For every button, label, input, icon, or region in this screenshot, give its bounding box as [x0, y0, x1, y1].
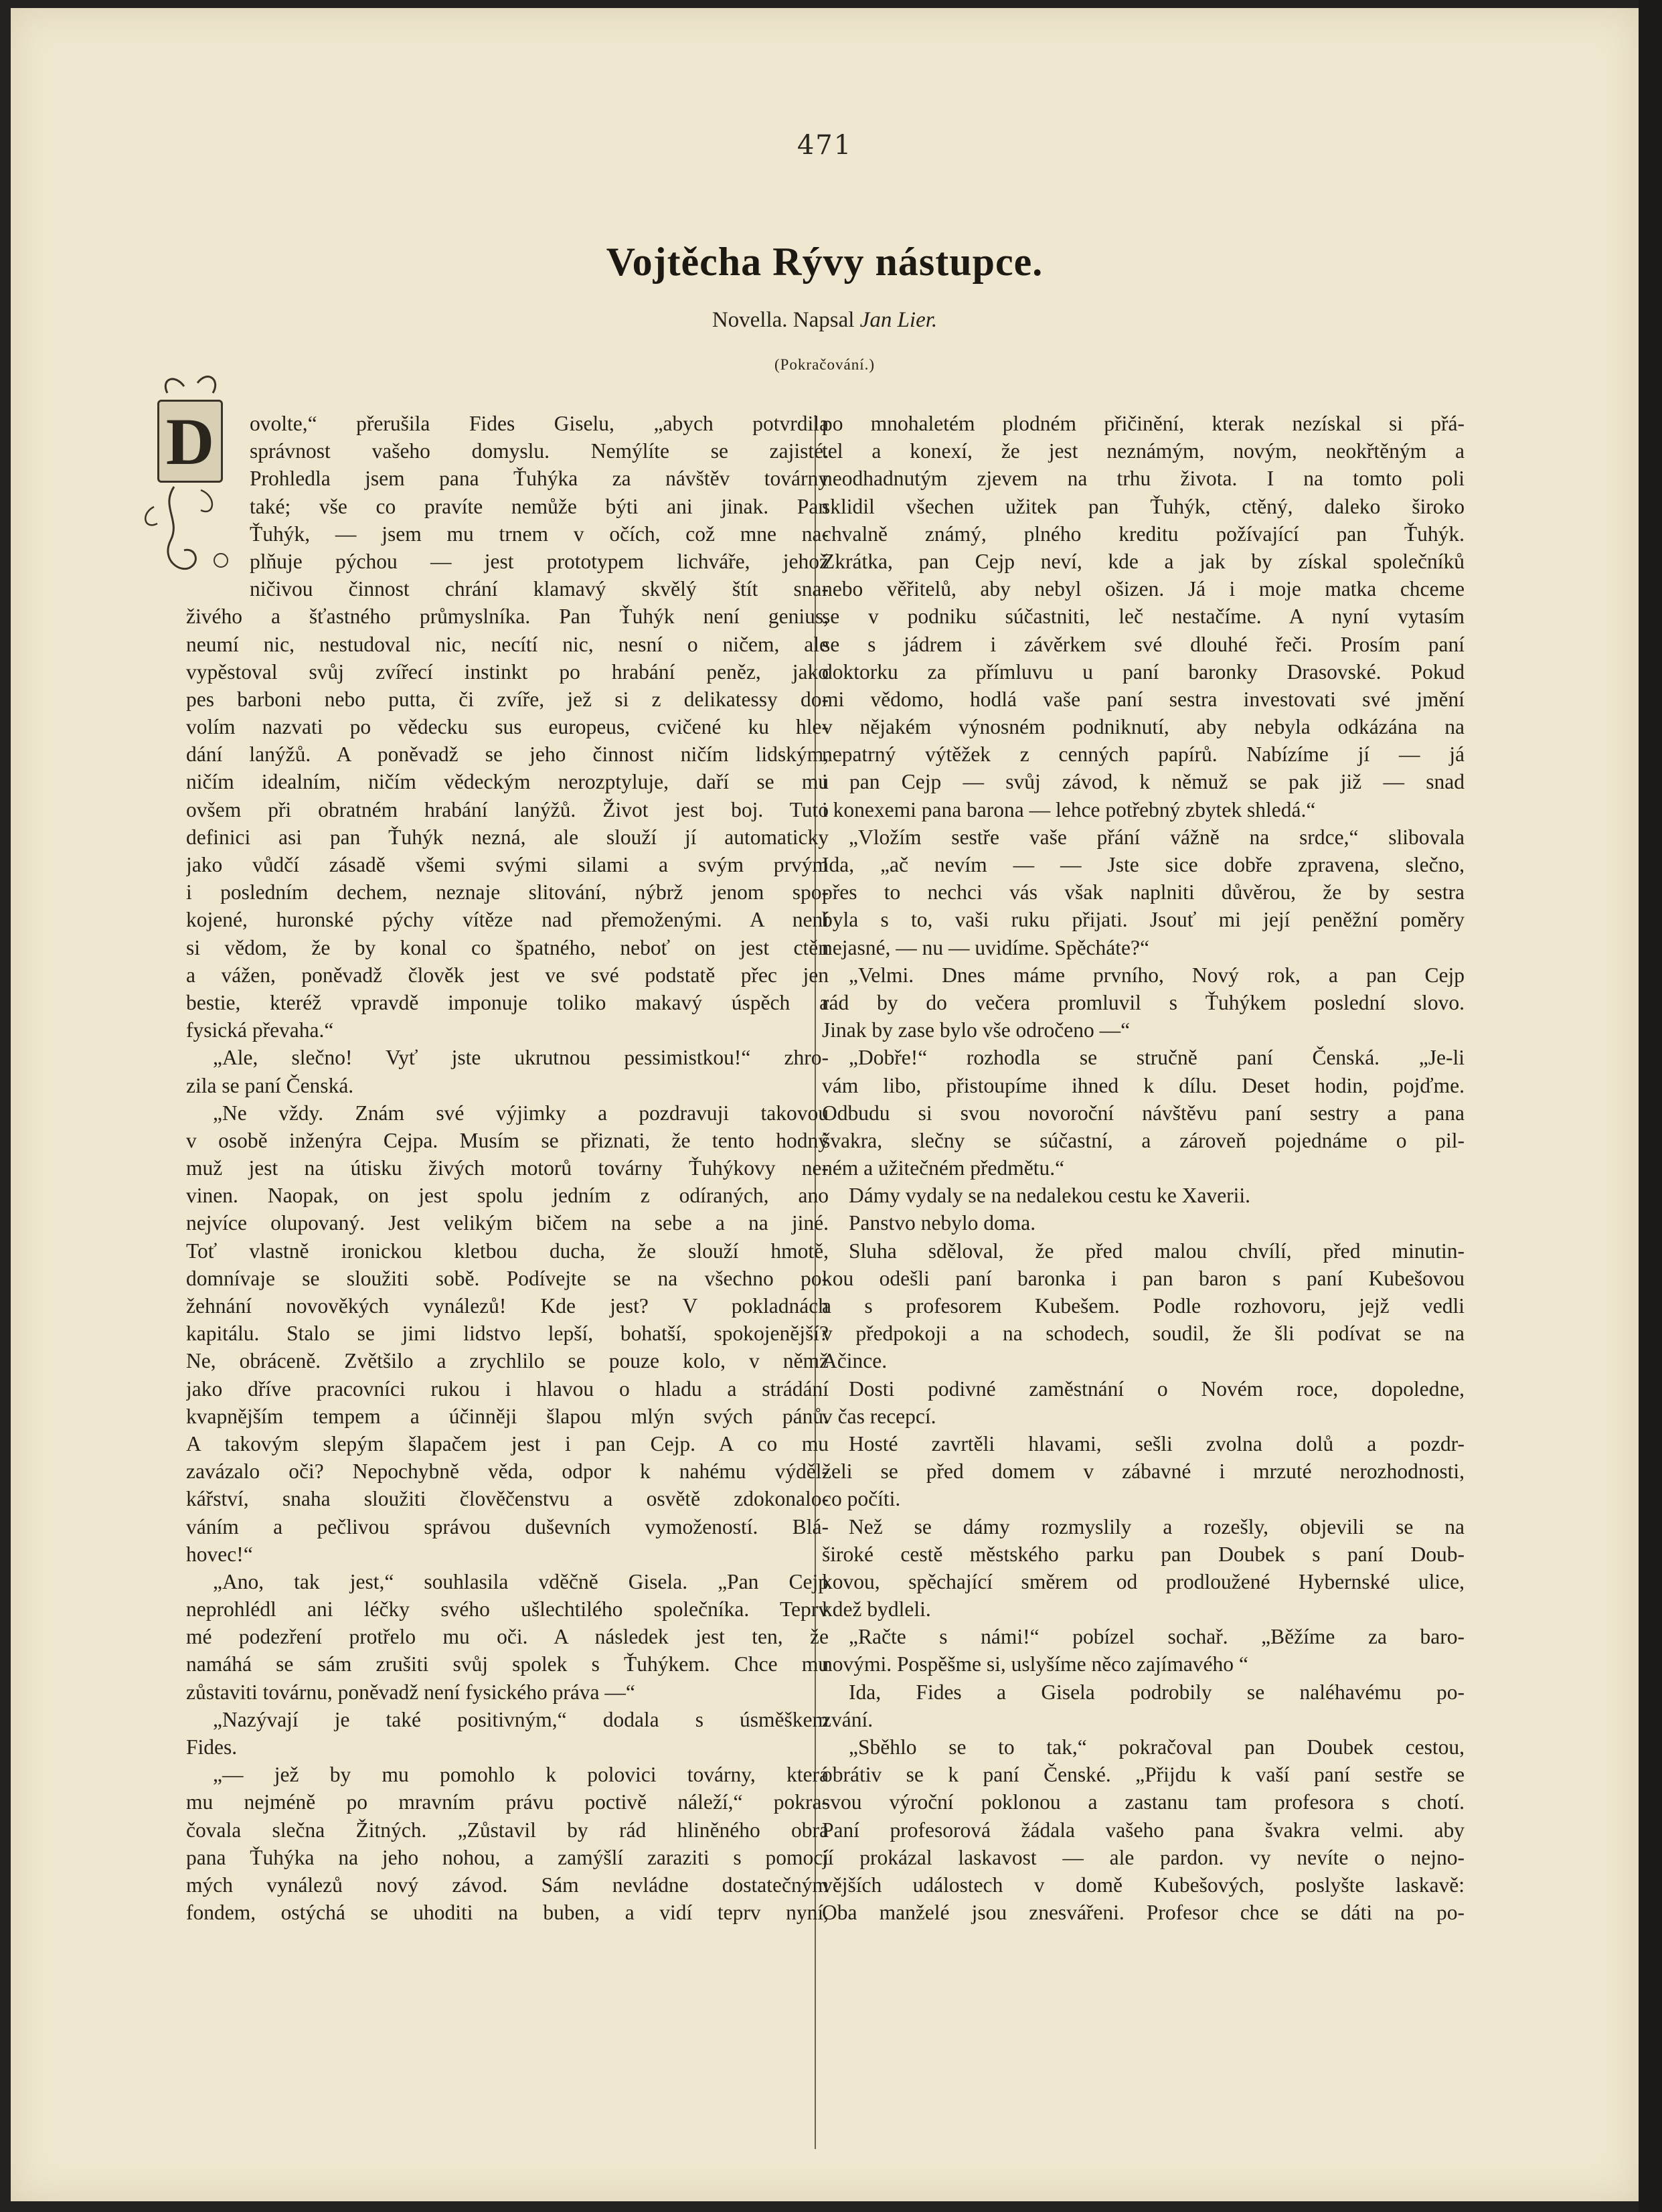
text-line: Fides.: [186, 1735, 238, 1759]
text-line: vypěstoval svůj zvířecí instinkt po hrabání peněz, jako: [186, 659, 829, 684]
text-line: vějších událostech v domě Kubešových, poslyšte laskavě:: [822, 1873, 1465, 1897]
text-line: ném a užitečném předmětu.“: [822, 1156, 1065, 1180]
text-line: mých vynálezů nový závod. Sám nevládne dostatečným: [186, 1873, 829, 1897]
text-line: hovec!“: [186, 1542, 253, 1566]
text-line: široké cestě městského parku pan Doubek s paní Doub-: [822, 1542, 1465, 1566]
text-line: zvání.: [822, 1707, 874, 1731]
text-line: Panstvo nebylo doma.: [849, 1211, 1036, 1235]
text-line: plňuje pýchou — jest prototypem lichváře, jehož: [250, 549, 829, 573]
text-line: a s profesorem Kubešem. Podle rozhovoru, jejž vedli: [822, 1294, 1465, 1318]
text-line: švakra, slečny se súčastní, a zároveň pojednáme o pil-: [822, 1128, 1465, 1152]
text-line: Odbudu si svou novoroční návštěvu paní sestry a pana: [822, 1101, 1465, 1125]
text-line: „Ale, slečno! Vyť jste ukrutnou pessimistkou!“ zhro-: [213, 1046, 829, 1070]
text-line: „Sběhlo se to tak,“ pokračoval pan Doubek cestou,: [849, 1735, 1465, 1759]
text-line: v předpokoji a na schodech, soudil, že šli podívat se na: [822, 1322, 1465, 1346]
text-line: se s jádrem i závěrkem své dlouhé řeči. Prosím paní: [822, 632, 1465, 656]
page-edge-shadow: [1639, 0, 1662, 2212]
text-line: i konexemi pana barona — lehce potřebný zbytek shledá.“: [822, 797, 1316, 821]
text-line: mi vědomo, hodlá vaše paní sestra investovati své jmění: [822, 687, 1465, 711]
text-line: kapitálu. Stalo se jimi lidstvo lepší, bohatší, spokojenější?: [186, 1322, 829, 1346]
page-number: 471: [797, 130, 853, 161]
text-line: kářství, snaha sloužiti člověčenstvu a osvětě zdokonalo-: [186, 1487, 829, 1511]
text-line: Toť vlastně ironickou kletbou ducha, že slouží hmotě,: [186, 1239, 829, 1263]
text-line: kojené, huronské pýchy vítěze nad přemoženými. A není: [186, 908, 829, 932]
text-line: Ťuhýk, — jsem mu trnem v očích, což mne na-: [250, 522, 829, 546]
text-line: fysická převaha.“: [186, 1018, 334, 1042]
text-line: nebo věřitelů, aby nebyl ošizen. Já i moje matka chceme: [822, 577, 1465, 601]
text-line: se v podniku súčastniti, leč nestačíme. A nyní vytasím: [822, 605, 1465, 629]
text-line: Paní profesorová žádala vašeho pana švakra velmi. aby: [822, 1818, 1465, 1842]
text-line: Ida, Fides a Gisela podrobily se naléhavému po-: [849, 1680, 1465, 1704]
text-line: muž jest na útisku živých motorů továrny Ťuhýkovy ne-: [186, 1156, 829, 1180]
text-line: zila se paní Čenská.: [186, 1073, 354, 1097]
text-line: mé podezření protřelo mu oči. A následek jest ten, že: [186, 1625, 829, 1649]
right-column: [822, 410, 1465, 1926]
article-byline: [11, 308, 1639, 333]
text-line: v osobě inženýra Cejpa. Musím se přiznati, že tento hodný: [186, 1128, 829, 1152]
text-line: zůstaviti továrnu, poněvadž není fysického práva —“: [186, 1680, 635, 1704]
text-line: neprohlédl ani léčky svého ušlechtilého společníka. Teprv: [186, 1597, 829, 1622]
text-line: „Ne vždy. Znám své výjimky a pozdravuji takovou: [213, 1101, 829, 1125]
text-line: „Ano, tak jest,“ souhlasila vděčně Gisela. „Pan Cejp: [213, 1569, 829, 1593]
text-line: želi se před domem v zábavné i mrzuté nerozhodnosti,: [822, 1459, 1465, 1484]
byline-prefix: Novella. Napsal: [712, 308, 860, 332]
text-line: zavázalo oči? Nepochybně věda, odpor k nahému výděl-: [186, 1459, 829, 1484]
text-line: živého a šťastného průmyslníka. Pan Ťuhýk není genius,: [186, 605, 829, 629]
text-line: kvapnějším tempem a účinněji šlapou mlýn svých pánů.: [186, 1404, 829, 1428]
text-line: co počíti.: [822, 1487, 901, 1511]
text-line: bestie, kteréž vpravdě imponuje toliko makavý úspěch a: [186, 990, 829, 1014]
continued-note: (Pokračování.): [774, 356, 876, 373]
text-line: doktorku za přímluvu u paní baronky Drasovské. Pokud: [822, 659, 1465, 684]
text-line: „Račte s námi!“ pobízel sochař. „Běžíme za baro-: [849, 1625, 1465, 1649]
text-line: byla s to, vaši ruku přijati. Jsouť mi její peněžní poměry: [822, 908, 1465, 932]
text-line: čovala slečna Žitných. „Zůstavil by rád hliněného obra: [186, 1818, 829, 1842]
text-line: „Dobře!“ rozhodla se stručně paní Čenská. „Je-li: [849, 1046, 1465, 1070]
text-line: sklidil všechen užitek pan Ťuhýk, ctěný, daleko široko: [822, 494, 1465, 518]
text-line: Dosti podivné zaměstnání o Novém roce, dopoledne,: [849, 1376, 1465, 1401]
text-line: po mnohaletém plodném přičinění, kterak nezískal si přá-: [822, 412, 1465, 435]
text-line: Zkrátka, pan Cejp neví, kde a jak by získal společníků: [822, 549, 1465, 573]
text-line: pana Ťuhýka na jeho nohou, a zamýšlí zaraziti s pomocí: [186, 1845, 829, 1869]
book-page: [11, 8, 1639, 2201]
text-line: Ne, obráceně. Zvětšilo a zrychlilo se pouze kolo, v němž: [186, 1349, 829, 1373]
text-line: A takovým slepým šlapačem jest i pan Cejp. A co mu: [186, 1431, 829, 1455]
text-line: svou výroční poklonou a zastanu tam profesora s chotí.: [822, 1790, 1465, 1814]
text-line: „Vložím sestře vaše přání vážně na srdce,“ slibovala: [849, 825, 1465, 849]
text-line: kou odešli paní baronka i pan baron s paní Kubešovou: [822, 1266, 1465, 1290]
text-line: v čas recepcí.: [822, 1404, 936, 1428]
text-line: definici asi pan Ťuhýk nezná, ale slouží jí automaticky: [186, 825, 829, 849]
text-line: kovou, spěchající směrem od prodloužené Hybernské ulice,: [822, 1569, 1465, 1593]
text-line: Než se dámy rozmyslily a rozešly, objevili se na: [849, 1514, 1465, 1538]
text-line: nepatrný výtěžek z cenných papírů. Nabízíme jí — já: [822, 742, 1465, 767]
text-line: ovolte,“ přerušila Fides Giselu, „abych potvrdila: [250, 412, 829, 435]
text-line: vám libo, přistoupíme ihned k dílu. Deset hodin, pojďme.: [822, 1073, 1465, 1097]
text-line: ničím idealním, ničím vědeckým nerozptyluje, daří se mu: [186, 770, 829, 794]
text-line: obrátiv se k paní Čenské. „Přijdu k vaší paní sestře se: [822, 1763, 1465, 1787]
text-line: „Velmi. Dnes máme prvního, Nový rok, a pan Cejp: [849, 963, 1465, 987]
text-line: Oba manželé jsou znesvářeni. Profesor chce se dáti na po-: [822, 1901, 1465, 1925]
text-line: namáhá se sám zrušiti svůj spolek s Ťuhýkem. Chce mu: [186, 1652, 829, 1676]
text-line: Prohledla jsem pana Ťuhýka za návštěv továrny: [250, 467, 829, 491]
text-line: „Nazývají je také positivným,“ dodala s úsměškem: [213, 1707, 829, 1731]
text-line: nejvíce olupovaný. Jest velikým bičem na sebe a na jiné.: [186, 1211, 829, 1235]
text-line: také; vše co pravíte nemůže býti ani jinak. Pan: [250, 494, 829, 518]
text-line: jako dříve pracovníci rukou i hlavou o hladu a strádání: [186, 1376, 829, 1401]
article-title: Vojtěcha Rývy nástupce.: [606, 240, 1044, 284]
text-line: a vážen, poněvadž člověk jest ve své podstatě přec jen: [186, 963, 829, 987]
text-line: Ačince.: [822, 1349, 888, 1373]
text-line: pes barboni nebo putta, či zvíře, jež si z delikatessy do-: [186, 687, 829, 711]
text-line: Jinak by zase bylo vše odročeno —“: [822, 1018, 1131, 1042]
text-line: „— jež by mu pomohlo k polovici továrny, která: [213, 1763, 829, 1787]
text-line: neumí nic, nestudoval nic, necítí nic, nesní o ničem, ale: [186, 632, 829, 656]
text-line: domnívaje se sloužiti sobě. Podívejte se na všechno po-: [186, 1266, 829, 1290]
text-line: neodhadnutým zjevem na trhu života. I na tomto poli: [822, 467, 1465, 491]
text-line: vinen. Naopak, on jest spolu jedním z odíraných, ano: [186, 1184, 829, 1208]
text-line: si vědom, že by konal co špatného, neboť on jest ctěn: [186, 935, 829, 959]
text-line: jako vůdčí zásadě všemi svými silami a svým prvým: [186, 853, 829, 876]
text-line: tel a konexí, že jest neznámým, novým, neokřtěným a: [822, 439, 1465, 463]
text-line: ničivou činnost chrání klamavý skvělý štít sna-: [250, 577, 829, 601]
text-line: Hosté zavrtěli hlavami, sešli zvolna dolů a pozdr-: [849, 1431, 1465, 1455]
text-line: přes to nechci vás však naplniti důvěrou, že by sestra: [822, 880, 1465, 904]
text-line: Ida, „ač nevím — — Jste sice dobře zpravena, slečno,: [822, 853, 1465, 876]
text-line: rád by do večera promluvil s Ťuhýkem poslední slovo.: [822, 990, 1465, 1014]
text-line: chvalně známý, plného kreditu požívající pan Ťuhýk.: [822, 522, 1465, 546]
text-line: dání lanýžů. A poněvadž se jeho činnost ničím lidským,: [186, 742, 829, 767]
text-line: i posledním dechem, neznaje slitování, nýbrž jenom spo-: [186, 880, 829, 904]
author-name: Jan Lier.: [859, 308, 938, 332]
text-line: novými. Pospěšme si, uslyšíme něco zajímavého “: [822, 1652, 1248, 1676]
text-line: volím nazvati po vědecku sus europeus, cvičené ku hle-: [186, 715, 829, 739]
text-line: žehnání novověkých vynálezů! Kde jest? V pokladnách: [186, 1294, 829, 1318]
drop-cap-letter: D: [157, 400, 223, 483]
text-line: správnost vašeho domyslu. Nemýlíte se zajisté.: [250, 439, 829, 463]
text-line: Dámy vydaly se na nedalekou cestu ke Xaverii.: [849, 1184, 1251, 1208]
text-line: mu nejméně po mravním právu poctivě náleží,“ pokra-: [186, 1790, 829, 1814]
text-line: ovšem při obratném hrabání lanýžů. Život jest boj. Tuto: [186, 797, 829, 821]
text-line: fondem, ostýchá se uhoditi na buben, a vidí teprv nyní,: [186, 1901, 829, 1925]
text-line: i pan Cejp — svůj závod, k němuž se pak již — snad: [822, 770, 1465, 794]
text-line: Sluha sděloval, že před malou chvílí, před minutin-: [849, 1239, 1465, 1263]
text-line: v nějakém výnosném podniknutí, aby nebyla odkázána na: [822, 715, 1465, 739]
text-line: nejasné, — nu — uvidíme. Spěcháte?“: [822, 935, 1149, 959]
text-line: kdež bydleli.: [822, 1597, 931, 1622]
text-line: jí prokázal laskavost — ale pardon. vy nevíte o nejno-: [822, 1845, 1465, 1869]
text-line: váním a pečlivou správou duševních vymožeností. Blá-: [186, 1514, 829, 1538]
left-column: [186, 410, 829, 1926]
